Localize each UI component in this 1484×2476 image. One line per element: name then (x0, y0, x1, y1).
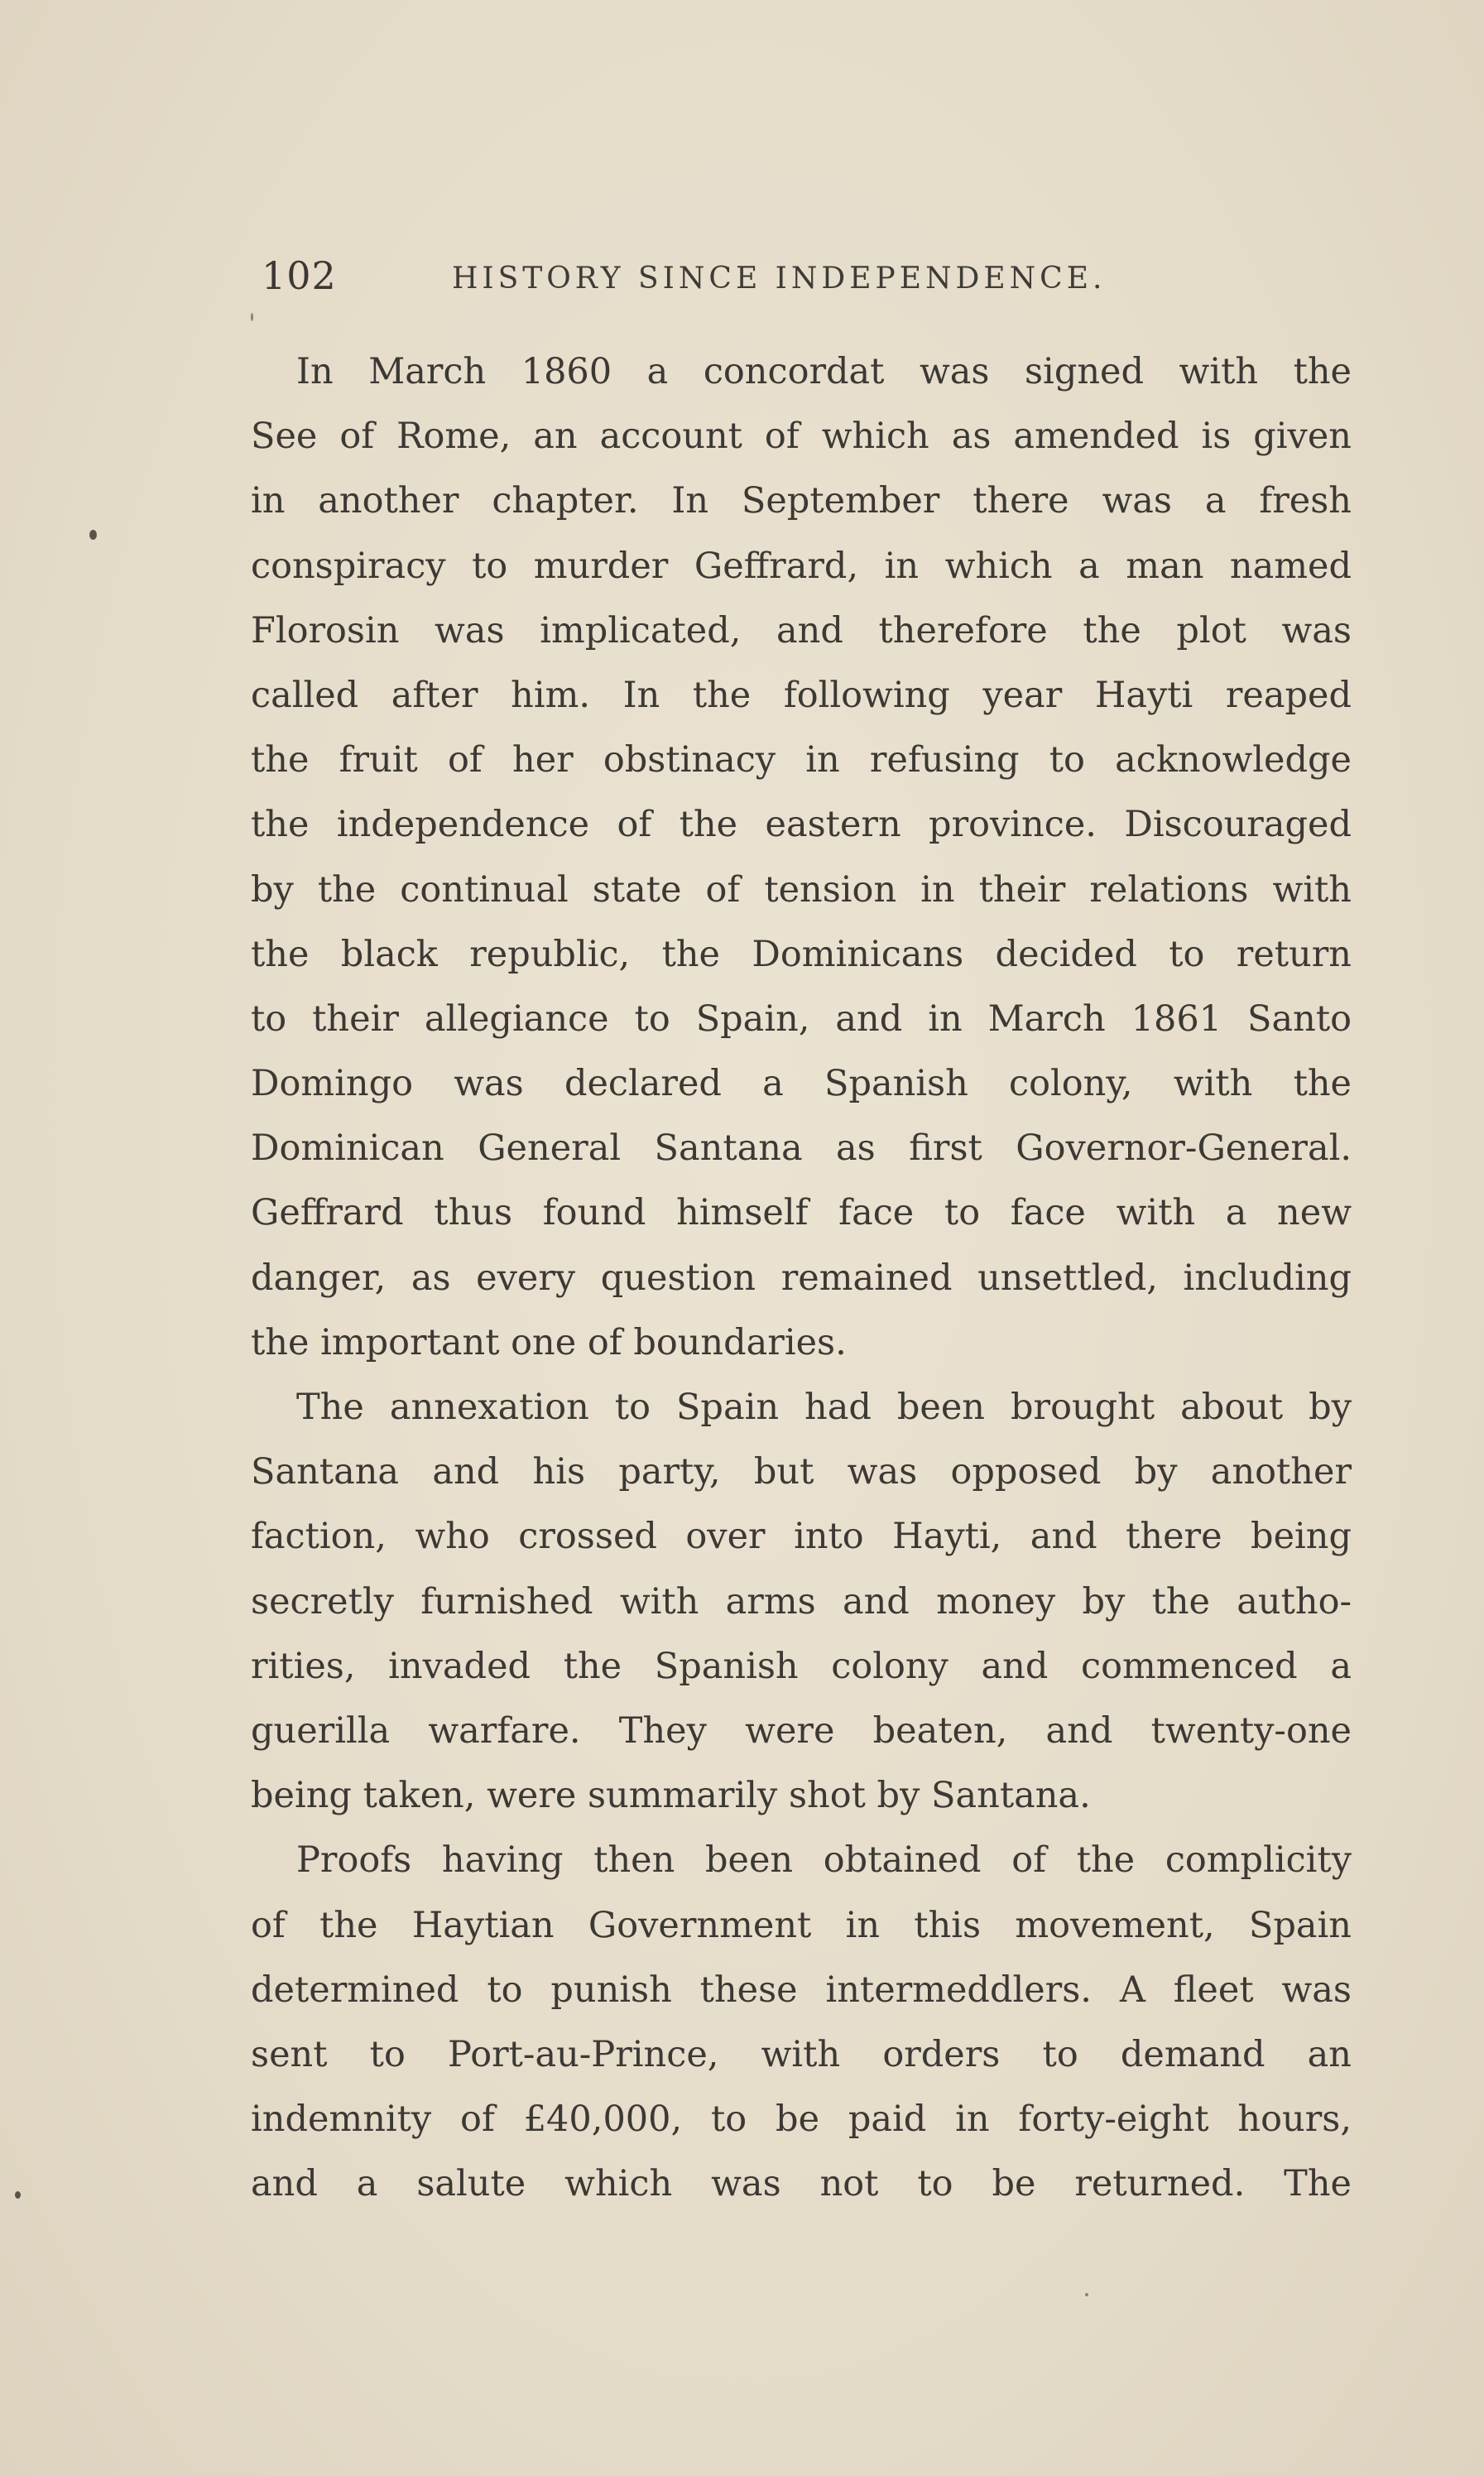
text-line: by the continual state of tension in their relations with (251, 868, 1352, 911)
paper-speck (15, 2191, 21, 2199)
text-line: the fruit of her obstinacy in refusing to acknowledge (251, 739, 1352, 781)
text-line: Geffrard thus found himself face to face with a new (251, 1192, 1352, 1234)
text-line: to their allegiance to Spain, and in March 1861 Santo (251, 998, 1352, 1040)
text-line: the independence of the eastern province. Discouraged (251, 804, 1352, 846)
text-line: being taken, were summarily shot by Santana. (251, 1775, 1091, 1817)
text-line: Domingo was declared a Spanish colony, with the (251, 1063, 1352, 1105)
text-line: Florosin was implicated, and therefore the plot was (251, 609, 1352, 651)
text-line: See of Rome, an account of which as amended is given (251, 416, 1352, 458)
body-text (251, 339, 1352, 2216)
paper-speck (251, 313, 253, 321)
text-line: Proofs having then been obtained of the complicity (296, 1839, 1352, 1882)
text-line: the black republic, the Dominicans decided to return (251, 933, 1352, 975)
text-line: indemnity of £40,000, to be paid in forty-eight hours, (251, 2099, 1352, 2141)
page-number: 102 (262, 253, 337, 298)
page-header (262, 253, 1354, 303)
text-line: sent to Port-au-Prince, with orders to demand an (251, 2033, 1352, 2075)
text-line: determined to punish these intermeddlers. A fleet was (251, 1969, 1352, 2011)
text-line: and a salute which was not to be returned. The (251, 2163, 1352, 2205)
text-line: guerilla warfare. They were beaten, and twenty-one (251, 1709, 1352, 1752)
text-line: The annexation to Spain had been brought about by (296, 1387, 1352, 1428)
text-line: of the Haytian Government in this movement, Spain (251, 1904, 1352, 1946)
text-line: in another chapter. In September there was a fresh (251, 480, 1352, 522)
text-line: danger, as every question remained unsettled, including (251, 1257, 1352, 1299)
text-line: Dominican General Santana as first Governor-General. (251, 1127, 1352, 1170)
text-line: called after him. In the following year Hayti reaped (251, 674, 1352, 716)
text-line: In March 1860 a concordat was signed with the (296, 351, 1352, 392)
text-line: conspiracy to murder Geffrard, in which a man named (251, 545, 1352, 587)
paper-speck (1085, 2293, 1088, 2296)
text-line: Santana and his party, but was opposed by another (251, 1451, 1352, 1493)
running-head: HISTORY SINCE INDEPENDENCE. (452, 262, 1107, 296)
paper-speck (89, 530, 97, 540)
text-line: faction, who crossed over into Hayti, and there being (251, 1516, 1352, 1558)
text-line: rities, invaded the Spanish colony and commenced a (251, 1645, 1352, 1687)
text-line: the important one of boundaries. (251, 1321, 847, 1363)
text-line: secretly furnished with arms and money by the autho- (251, 1580, 1352, 1623)
